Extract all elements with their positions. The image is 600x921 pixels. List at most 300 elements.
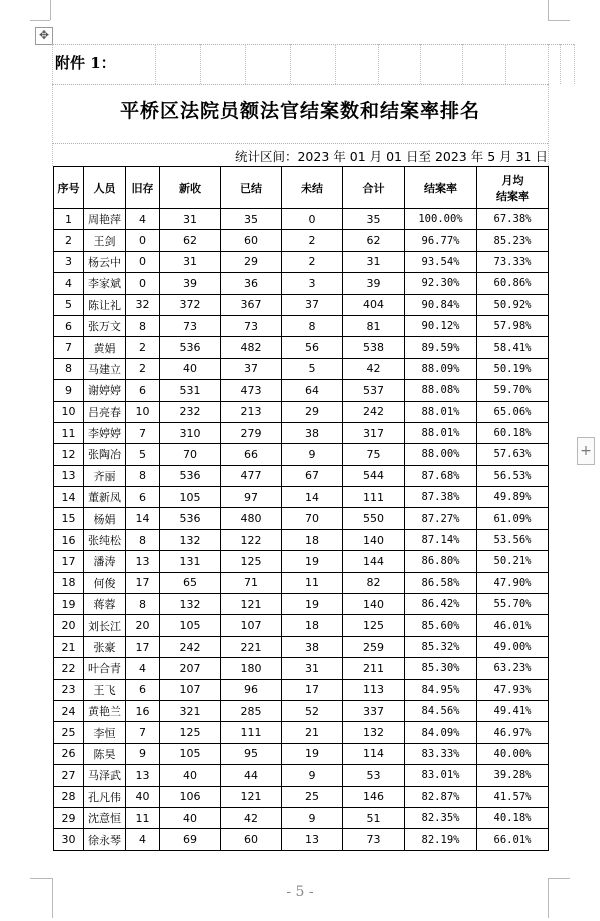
cell-closed: 180 — [221, 658, 282, 679]
cell-new: 65 — [160, 572, 221, 593]
cell-rate: 88.09% — [405, 358, 477, 379]
cell-open: 9 — [282, 444, 343, 465]
table-gridline — [548, 44, 549, 84]
cell-open: 18 — [282, 615, 343, 636]
header-rate: 结案率 — [405, 167, 477, 209]
cell-closed: 66 — [221, 444, 282, 465]
cell-rate: 90.84% — [405, 294, 477, 315]
cell-rate: 84.56% — [405, 700, 477, 721]
cell-old: 8 — [126, 529, 160, 550]
cell-rank: 15 — [54, 508, 84, 529]
cell-new: 105 — [160, 743, 221, 764]
cell-monthly-rate: 66.01% — [477, 829, 549, 850]
cell-rank: 23 — [54, 679, 84, 700]
table-row — [54, 786, 549, 807]
cell-old: 16 — [126, 700, 160, 721]
cell-new: 132 — [160, 529, 221, 550]
cell-closed: 96 — [221, 679, 282, 700]
table-gridline — [155, 44, 156, 84]
cell-total: 35 — [343, 209, 405, 230]
header-total: 合计 — [343, 167, 405, 209]
cell-rate: 90.12% — [405, 315, 477, 336]
cell-total: 81 — [343, 315, 405, 336]
table-row — [54, 337, 549, 358]
cell-rank: 17 — [54, 551, 84, 572]
cell-new: 536 — [160, 508, 221, 529]
cell-old: 13 — [126, 765, 160, 786]
cell-total: 404 — [343, 294, 405, 315]
cell-total: 42 — [343, 358, 405, 379]
cell-monthly-rate: 57.63% — [477, 444, 549, 465]
cell-old: 0 — [126, 230, 160, 251]
table-row — [54, 829, 549, 850]
cell-person: 齐丽 — [84, 465, 126, 486]
cell-rank: 22 — [54, 658, 84, 679]
cell-old: 17 — [126, 572, 160, 593]
cell-monthly-rate: 50.21% — [477, 551, 549, 572]
cell-total: 62 — [343, 230, 405, 251]
cell-person: 蒋蓉 — [84, 594, 126, 615]
cell-monthly-rate: 67.38% — [477, 209, 549, 230]
cell-rate: 88.01% — [405, 401, 477, 422]
table-row — [54, 615, 549, 636]
cell-rate: 92.30% — [405, 273, 477, 294]
cell-monthly-rate: 60.86% — [477, 273, 549, 294]
cell-person: 周艳萍 — [84, 209, 126, 230]
table-row — [54, 679, 549, 700]
cell-total: 146 — [343, 786, 405, 807]
cell-monthly-rate: 61.09% — [477, 508, 549, 529]
cell-person: 谢婷婷 — [84, 380, 126, 401]
cell-closed: 60 — [221, 230, 282, 251]
cell-person: 徐永琴 — [84, 829, 126, 850]
cell-rank: 16 — [54, 529, 84, 550]
cell-rate: 82.87% — [405, 786, 477, 807]
cell-total: 538 — [343, 337, 405, 358]
cell-old: 2 — [126, 358, 160, 379]
cell-new: 242 — [160, 636, 221, 657]
cell-rate: 86.42% — [405, 594, 477, 615]
cell-rank: 25 — [54, 722, 84, 743]
cell-rank: 13 — [54, 465, 84, 486]
cell-total: 337 — [343, 700, 405, 721]
cell-person: 黄娟 — [84, 337, 126, 358]
cell-old: 14 — [126, 508, 160, 529]
header-closed: 已结 — [221, 167, 282, 209]
cell-closed: 213 — [221, 401, 282, 422]
cell-person: 何俊 — [84, 572, 126, 593]
cell-total: 82 — [343, 572, 405, 593]
cell-new: 536 — [160, 465, 221, 486]
cell-rate: 100.00% — [405, 209, 477, 230]
table-row — [54, 765, 549, 786]
table-gridline — [52, 44, 574, 45]
cell-new: 31 — [160, 251, 221, 272]
crop-mark-bottom-left-h — [30, 878, 52, 879]
cell-closed: 111 — [221, 722, 282, 743]
cell-person: 孔凡伟 — [84, 786, 126, 807]
cell-closed: 95 — [221, 743, 282, 764]
cell-old: 0 — [126, 251, 160, 272]
cell-person: 张豪 — [84, 636, 126, 657]
cell-person: 陈让礼 — [84, 294, 126, 315]
cell-monthly-rate: 49.00% — [477, 636, 549, 657]
header-monthly-rate — [477, 167, 549, 209]
cell-open: 13 — [282, 829, 343, 850]
add-row-plus-icon[interactable]: + — [577, 437, 595, 465]
cell-person: 沈意恒 — [84, 807, 126, 828]
table-gridline — [462, 44, 463, 84]
cell-rank: 30 — [54, 829, 84, 850]
cell-monthly-rate: 40.18% — [477, 807, 549, 828]
cell-closed: 482 — [221, 337, 282, 358]
cell-closed: 60 — [221, 829, 282, 850]
header-monthly-line2: 结案率 — [496, 189, 529, 203]
cell-monthly-rate: 39.28% — [477, 765, 549, 786]
cell-total: 132 — [343, 722, 405, 743]
cell-total: 537 — [343, 380, 405, 401]
table-row — [54, 273, 549, 294]
table-row — [54, 529, 549, 550]
cell-monthly-rate: 47.90% — [477, 572, 549, 593]
cell-old: 11 — [126, 807, 160, 828]
header-rank: 序号 — [54, 167, 84, 209]
cell-new: 70 — [160, 444, 221, 465]
cell-open: 3 — [282, 273, 343, 294]
cell-old: 0 — [126, 273, 160, 294]
cell-rank: 29 — [54, 807, 84, 828]
cell-total: 114 — [343, 743, 405, 764]
cell-new: 31 — [160, 209, 221, 230]
table-row — [54, 465, 549, 486]
table-gridline — [52, 44, 53, 84]
table-gridline — [200, 44, 201, 84]
cell-open: 0 — [282, 209, 343, 230]
cell-open: 19 — [282, 551, 343, 572]
cell-new: 321 — [160, 700, 221, 721]
cell-rank: 11 — [54, 422, 84, 443]
cell-rank: 4 — [54, 273, 84, 294]
table-row — [54, 807, 549, 828]
cell-old: 8 — [126, 465, 160, 486]
cell-open: 38 — [282, 422, 343, 443]
cell-total: 111 — [343, 487, 405, 508]
table-row — [54, 572, 549, 593]
cell-person: 陈昊 — [84, 743, 126, 764]
cell-rank: 19 — [54, 594, 84, 615]
cell-monthly-rate: 47.93% — [477, 679, 549, 700]
header-person: 人员 — [84, 167, 126, 209]
cell-rate: 82.35% — [405, 807, 477, 828]
cell-new: 310 — [160, 422, 221, 443]
table-row — [54, 487, 549, 508]
cell-monthly-rate: 53.56% — [477, 529, 549, 550]
cell-person: 叶合青 — [84, 658, 126, 679]
cell-old: 10 — [126, 401, 160, 422]
cell-rank: 21 — [54, 636, 84, 657]
cell-total: 39 — [343, 273, 405, 294]
table-row — [54, 315, 549, 336]
table-row — [54, 658, 549, 679]
cell-open: 70 — [282, 508, 343, 529]
cell-total: 53 — [343, 765, 405, 786]
cell-closed: 121 — [221, 786, 282, 807]
cell-monthly-rate: 65.06% — [477, 401, 549, 422]
cell-total: 242 — [343, 401, 405, 422]
cell-total: 31 — [343, 251, 405, 272]
table-row — [54, 551, 549, 572]
cell-old: 8 — [126, 315, 160, 336]
table-gridline — [290, 44, 291, 84]
cell-closed: 221 — [221, 636, 282, 657]
table-gridline — [378, 44, 379, 84]
cell-rate: 88.01% — [405, 422, 477, 443]
cell-rank: 18 — [54, 572, 84, 593]
cell-rate: 87.14% — [405, 529, 477, 550]
cell-old: 6 — [126, 380, 160, 401]
cell-open: 18 — [282, 529, 343, 550]
cell-total: 51 — [343, 807, 405, 828]
cell-rank: 9 — [54, 380, 84, 401]
cell-monthly-rate: 50.19% — [477, 358, 549, 379]
cell-person: 刘长江 — [84, 615, 126, 636]
cell-new: 131 — [160, 551, 221, 572]
cell-open: 56 — [282, 337, 343, 358]
cell-total: 140 — [343, 529, 405, 550]
cell-monthly-rate: 56.53% — [477, 465, 549, 486]
cell-total: 317 — [343, 422, 405, 443]
cell-new: 40 — [160, 358, 221, 379]
cell-rank: 8 — [54, 358, 84, 379]
cell-closed: 121 — [221, 594, 282, 615]
cell-monthly-rate: 46.97% — [477, 722, 549, 743]
page-title: 平桥区法院员额法官结案数和结案率排名 — [119, 100, 480, 122]
cell-rank: 6 — [54, 315, 84, 336]
cell-person: 张万文 — [84, 315, 126, 336]
cell-new: 40 — [160, 807, 221, 828]
cell-rate: 86.80% — [405, 551, 477, 572]
table-move-handle-icon[interactable]: ✥ — [35, 27, 53, 45]
cell-old: 6 — [126, 487, 160, 508]
cell-person: 杨云中 — [84, 251, 126, 272]
cell-closed: 35 — [221, 209, 282, 230]
cell-rank: 3 — [54, 251, 84, 272]
cell-open: 17 — [282, 679, 343, 700]
cell-open: 52 — [282, 700, 343, 721]
cell-new: 207 — [160, 658, 221, 679]
cell-closed: 29 — [221, 251, 282, 272]
cell-new: 372 — [160, 294, 221, 315]
cell-closed: 477 — [221, 465, 282, 486]
cell-total: 140 — [343, 594, 405, 615]
cell-person: 张陶冶 — [84, 444, 126, 465]
cell-total: 544 — [343, 465, 405, 486]
cell-old: 4 — [126, 658, 160, 679]
cell-rank: 12 — [54, 444, 84, 465]
table-gridline — [52, 84, 548, 85]
cell-new: 73 — [160, 315, 221, 336]
crop-mark-top-right-h — [548, 20, 570, 21]
cell-new: 105 — [160, 615, 221, 636]
cell-monthly-rate: 50.92% — [477, 294, 549, 315]
cell-rank: 5 — [54, 294, 84, 315]
cell-open: 2 — [282, 251, 343, 272]
cell-rate: 85.30% — [405, 658, 477, 679]
cell-total: 144 — [343, 551, 405, 572]
cell-monthly-rate: 63.23% — [477, 658, 549, 679]
cell-rate: 84.95% — [405, 679, 477, 700]
cell-open: 21 — [282, 722, 343, 743]
cell-old: 7 — [126, 422, 160, 443]
cell-new: 531 — [160, 380, 221, 401]
cell-closed: 44 — [221, 765, 282, 786]
cell-old: 13 — [126, 551, 160, 572]
table-row — [54, 743, 549, 764]
ranking-table-container — [53, 166, 548, 851]
cell-rate: 86.58% — [405, 572, 477, 593]
table-gridline — [420, 44, 421, 84]
cell-person: 张纯松 — [84, 529, 126, 550]
cell-rate: 88.08% — [405, 380, 477, 401]
table-row — [54, 700, 549, 721]
cell-monthly-rate: 41.57% — [477, 786, 549, 807]
cell-person: 李家斌 — [84, 273, 126, 294]
cell-monthly-rate: 49.89% — [477, 487, 549, 508]
cell-person: 董新凤 — [84, 487, 126, 508]
cell-rank: 27 — [54, 765, 84, 786]
crop-mark-top-right-v — [548, 0, 549, 20]
cell-person: 潘涛 — [84, 551, 126, 572]
cell-total: 550 — [343, 508, 405, 529]
cell-closed: 36 — [221, 273, 282, 294]
cell-monthly-rate: 57.98% — [477, 315, 549, 336]
cell-monthly-rate: 73.33% — [477, 251, 549, 272]
cell-new: 69 — [160, 829, 221, 850]
cell-rank: 2 — [54, 230, 84, 251]
cell-monthly-rate: 49.41% — [477, 700, 549, 721]
cell-closed: 122 — [221, 529, 282, 550]
table-row — [54, 401, 549, 422]
cell-closed: 71 — [221, 572, 282, 593]
cell-rate: 83.01% — [405, 765, 477, 786]
cell-total: 259 — [343, 636, 405, 657]
cell-rate: 83.33% — [405, 743, 477, 764]
cell-new: 232 — [160, 401, 221, 422]
cell-old: 2 — [126, 337, 160, 358]
cell-monthly-rate: 46.01% — [477, 615, 549, 636]
cell-person: 李婷婷 — [84, 422, 126, 443]
cell-open: 67 — [282, 465, 343, 486]
cell-person: 王剑 — [84, 230, 126, 251]
cell-open: 2 — [282, 230, 343, 251]
cell-new: 40 — [160, 765, 221, 786]
cell-closed: 73 — [221, 315, 282, 336]
table-gridline — [560, 44, 561, 84]
cell-closed: 480 — [221, 508, 282, 529]
cell-old: 6 — [126, 679, 160, 700]
cell-new: 132 — [160, 594, 221, 615]
cell-rank: 7 — [54, 337, 84, 358]
table-row — [54, 251, 549, 272]
cell-new: 536 — [160, 337, 221, 358]
crop-mark-bottom-right-h — [548, 878, 570, 879]
cell-old: 4 — [126, 829, 160, 850]
cell-new: 107 — [160, 679, 221, 700]
cell-closed: 125 — [221, 551, 282, 572]
table-row — [54, 380, 549, 401]
cell-total: 113 — [343, 679, 405, 700]
cell-monthly-rate: 59.70% — [477, 380, 549, 401]
crop-mark-top-left-v — [50, 0, 51, 20]
cell-rate: 89.59% — [405, 337, 477, 358]
cell-open: 11 — [282, 572, 343, 593]
cell-new: 62 — [160, 230, 221, 251]
table-row — [54, 294, 549, 315]
cell-open: 9 — [282, 765, 343, 786]
cell-rank: 10 — [54, 401, 84, 422]
table-gridline — [52, 143, 548, 144]
cell-rate: 84.09% — [405, 722, 477, 743]
cell-person: 王飞 — [84, 679, 126, 700]
table-row — [54, 636, 549, 657]
table-row — [54, 230, 549, 251]
cell-monthly-rate: 60.18% — [477, 422, 549, 443]
crop-mark-top-left-h — [30, 20, 50, 21]
ranking-table — [53, 166, 549, 851]
cell-rate: 82.19% — [405, 829, 477, 850]
cell-old: 4 — [126, 209, 160, 230]
cell-closed: 473 — [221, 380, 282, 401]
table-gridline — [245, 44, 246, 84]
cell-open: 9 — [282, 807, 343, 828]
cell-open: 19 — [282, 743, 343, 764]
cell-closed: 107 — [221, 615, 282, 636]
cell-open: 19 — [282, 594, 343, 615]
statistics-period: 统计区间：2023 年 01 月 01 日至 2023 年 5 月 31 日 — [234, 149, 548, 164]
cell-monthly-rate: 40.00% — [477, 743, 549, 764]
cell-new: 125 — [160, 722, 221, 743]
cell-rate: 85.60% — [405, 615, 477, 636]
cell-rank: 26 — [54, 743, 84, 764]
cell-rank: 14 — [54, 487, 84, 508]
table-row — [54, 422, 549, 443]
cell-monthly-rate: 55.70% — [477, 594, 549, 615]
cell-old: 32 — [126, 294, 160, 315]
cell-person: 吕亮春 — [84, 401, 126, 422]
table-row — [54, 722, 549, 743]
cell-closed: 367 — [221, 294, 282, 315]
cell-rate: 88.00% — [405, 444, 477, 465]
cell-closed: 42 — [221, 807, 282, 828]
table-gridline — [505, 44, 506, 84]
cell-rate: 93.54% — [405, 251, 477, 272]
cell-old: 17 — [126, 636, 160, 657]
cell-closed: 97 — [221, 487, 282, 508]
table-gridline — [335, 44, 336, 84]
table-gridline — [548, 84, 549, 166]
header-new: 新收 — [160, 167, 221, 209]
cell-open: 31 — [282, 658, 343, 679]
cell-open: 29 — [282, 401, 343, 422]
cell-person: 马泽武 — [84, 765, 126, 786]
table-row — [54, 444, 549, 465]
cell-rate: 85.32% — [405, 636, 477, 657]
cell-closed: 279 — [221, 422, 282, 443]
cell-old: 5 — [126, 444, 160, 465]
cell-rate: 87.68% — [405, 465, 477, 486]
table-row — [54, 358, 549, 379]
cell-rate: 87.27% — [405, 508, 477, 529]
